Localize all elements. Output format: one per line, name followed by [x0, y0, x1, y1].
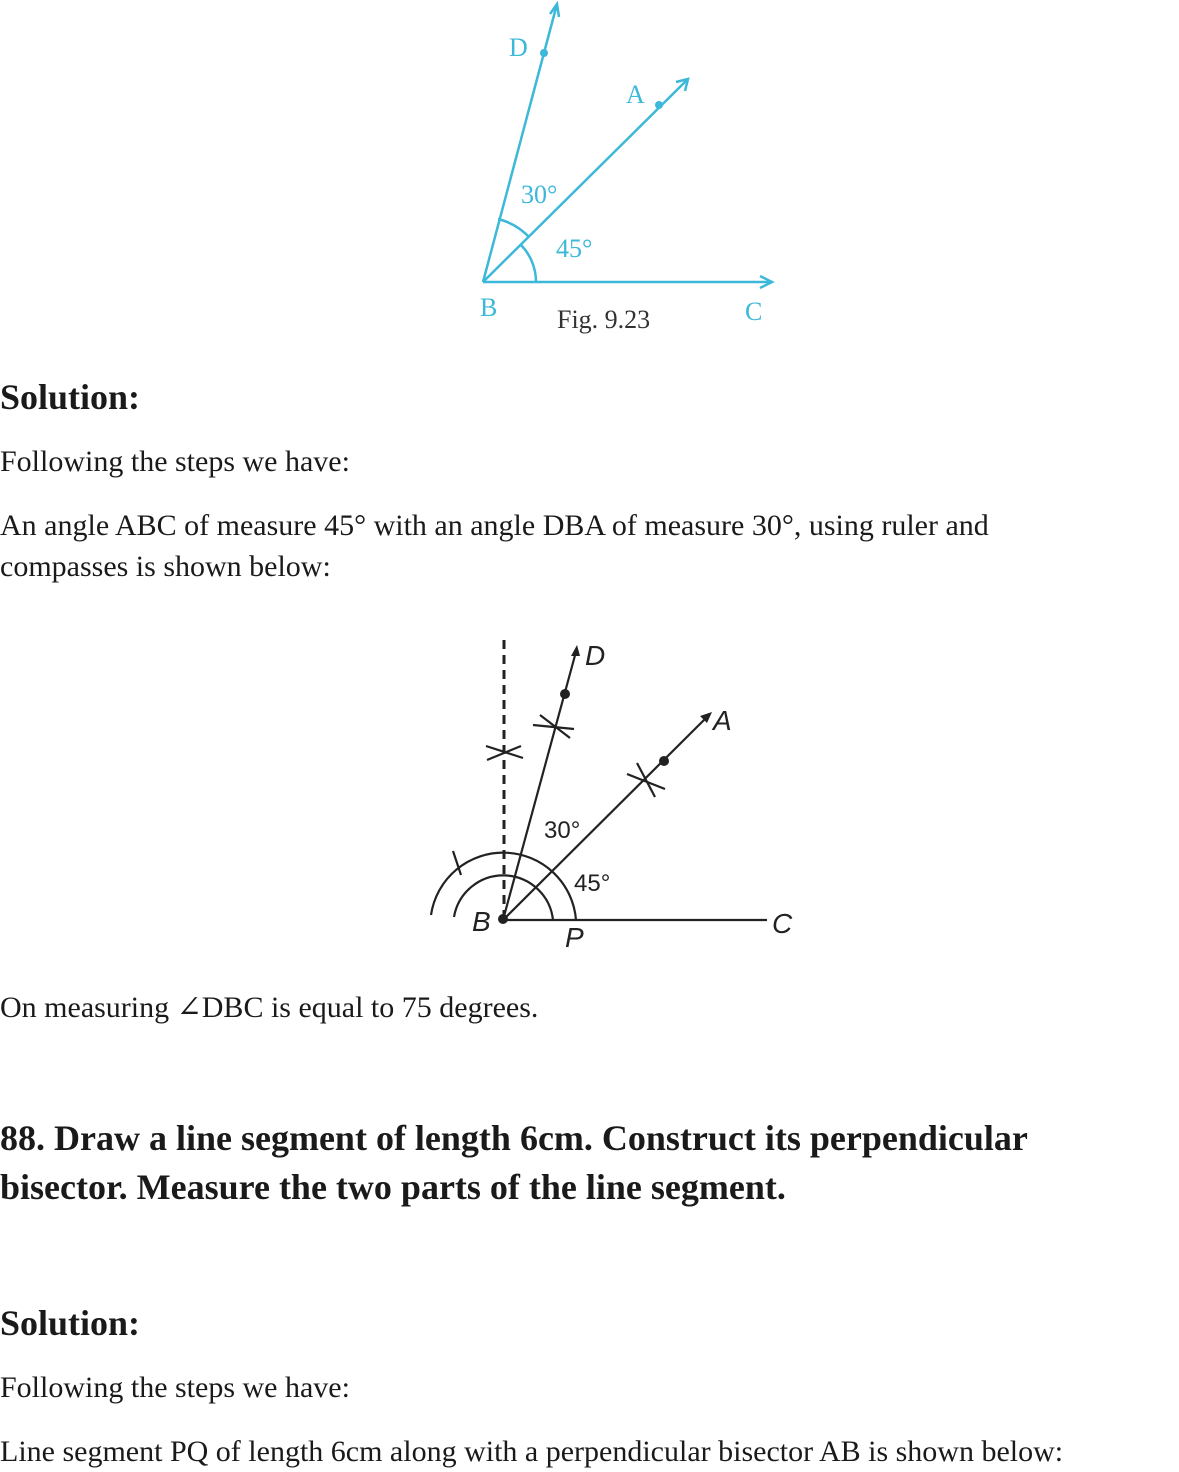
- label-45: 45°: [574, 870, 611, 897]
- solution-text-line1: An angle ABC of measure 45° with an angle DBA of measure 30°, using ruler and: [0, 509, 989, 542]
- label-c: C: [745, 297, 763, 326]
- solution-intro-2: Following the steps we have:: [0, 1371, 350, 1404]
- label-45: 45°: [556, 234, 593, 263]
- ray-bd: [503, 648, 577, 920]
- label-a: A: [626, 80, 645, 109]
- label-30: 30°: [521, 180, 558, 209]
- solution-text-2: Line segment PQ of length 6cm along with a perpendicular bisector AB is shown below:: [0, 1435, 1064, 1468]
- label-a: A: [713, 705, 732, 736]
- conclusion-text: On measuring ∠DBC is equal to 75 degrees.: [0, 991, 539, 1024]
- label-b: B: [480, 293, 498, 322]
- solution-heading-2: Solution:: [0, 1303, 141, 1343]
- solution-intro: Following the steps we have:: [0, 445, 350, 478]
- figure-caption: Fig. 9.23: [557, 305, 651, 334]
- label-d: D: [509, 33, 528, 62]
- label-b: B: [472, 906, 491, 937]
- label-p: P: [565, 922, 584, 953]
- label-d: D: [585, 640, 606, 671]
- label-c: C: [772, 908, 793, 939]
- label-30: 30°: [544, 817, 581, 844]
- question-88-line2: bisector. Measure the two parts of the line segment.: [0, 1167, 786, 1207]
- solution-heading: Solution:: [0, 377, 141, 417]
- solution-text-line2: compasses is shown below:: [0, 550, 331, 583]
- question-88-line1: 88. Draw a line segment of length 6cm. Construct its perpendicular: [0, 1118, 1028, 1158]
